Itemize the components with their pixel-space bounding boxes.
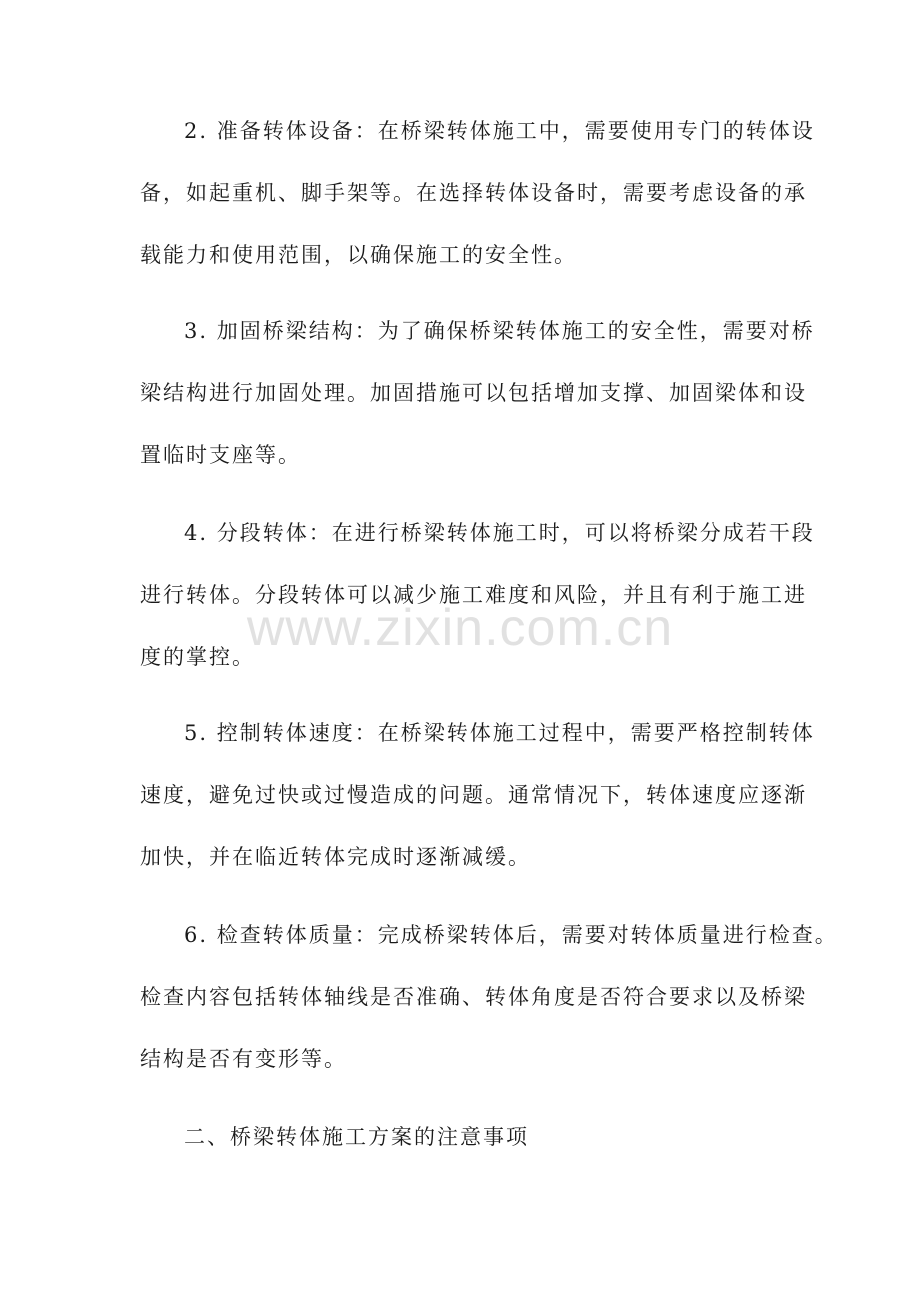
paragraph-line: 加快，并在临近转体完成时逐渐减缓。: [140, 845, 531, 869]
paragraph-line: 2. 准备转体设备：在桥梁转体施工中，需要使用专门的转体设: [184, 119, 815, 143]
paragraph-line: 置临时支座等。: [140, 443, 301, 467]
paragraph-line: 检查内容包括转体轴线是否准确、转体角度是否符合要求以及桥梁: [140, 985, 807, 1009]
paragraph-line: 载能力和使用范围，以确保施工的安全性。: [140, 243, 577, 267]
paragraph-line: 速度，避免过快或过慢造成的问题。通常情况下，转体速度应逐渐: [140, 783, 807, 807]
paragraph-line: 6. 检查转体质量：完成桥梁转体后，需要对转体质量进行检查。: [184, 923, 838, 947]
paragraph-line: 4. 分段转体：在进行桥梁转体施工时，可以将桥梁分成若干段: [184, 521, 815, 545]
paragraph-line: 5. 控制转体速度：在桥梁转体施工过程中，需要严格控制转体: [184, 721, 815, 745]
section-heading: 二、桥梁转体施工方案的注意事项: [184, 1125, 529, 1149]
paragraph-line: 梁结构进行加固处理。加固措施可以包括增加支撑、加固梁体和设: [140, 381, 807, 405]
paragraph-line: 结构是否有变形等。: [140, 1047, 347, 1071]
paragraph-line: 备，如起重机、脚手架等。在选择转体设备时，需要考虑设备的承: [140, 181, 807, 205]
paragraph-line: 度的掌控。: [140, 645, 255, 669]
watermark: www.zixin.com.cn: [246, 599, 674, 657]
paragraph-line: 3. 加固桥梁结构：为了确保桥梁转体施工的安全性，需要对桥: [184, 319, 815, 343]
paragraph-line: 进行转体。分段转体可以减少施工难度和风险，并且有利于施工进: [140, 583, 807, 607]
